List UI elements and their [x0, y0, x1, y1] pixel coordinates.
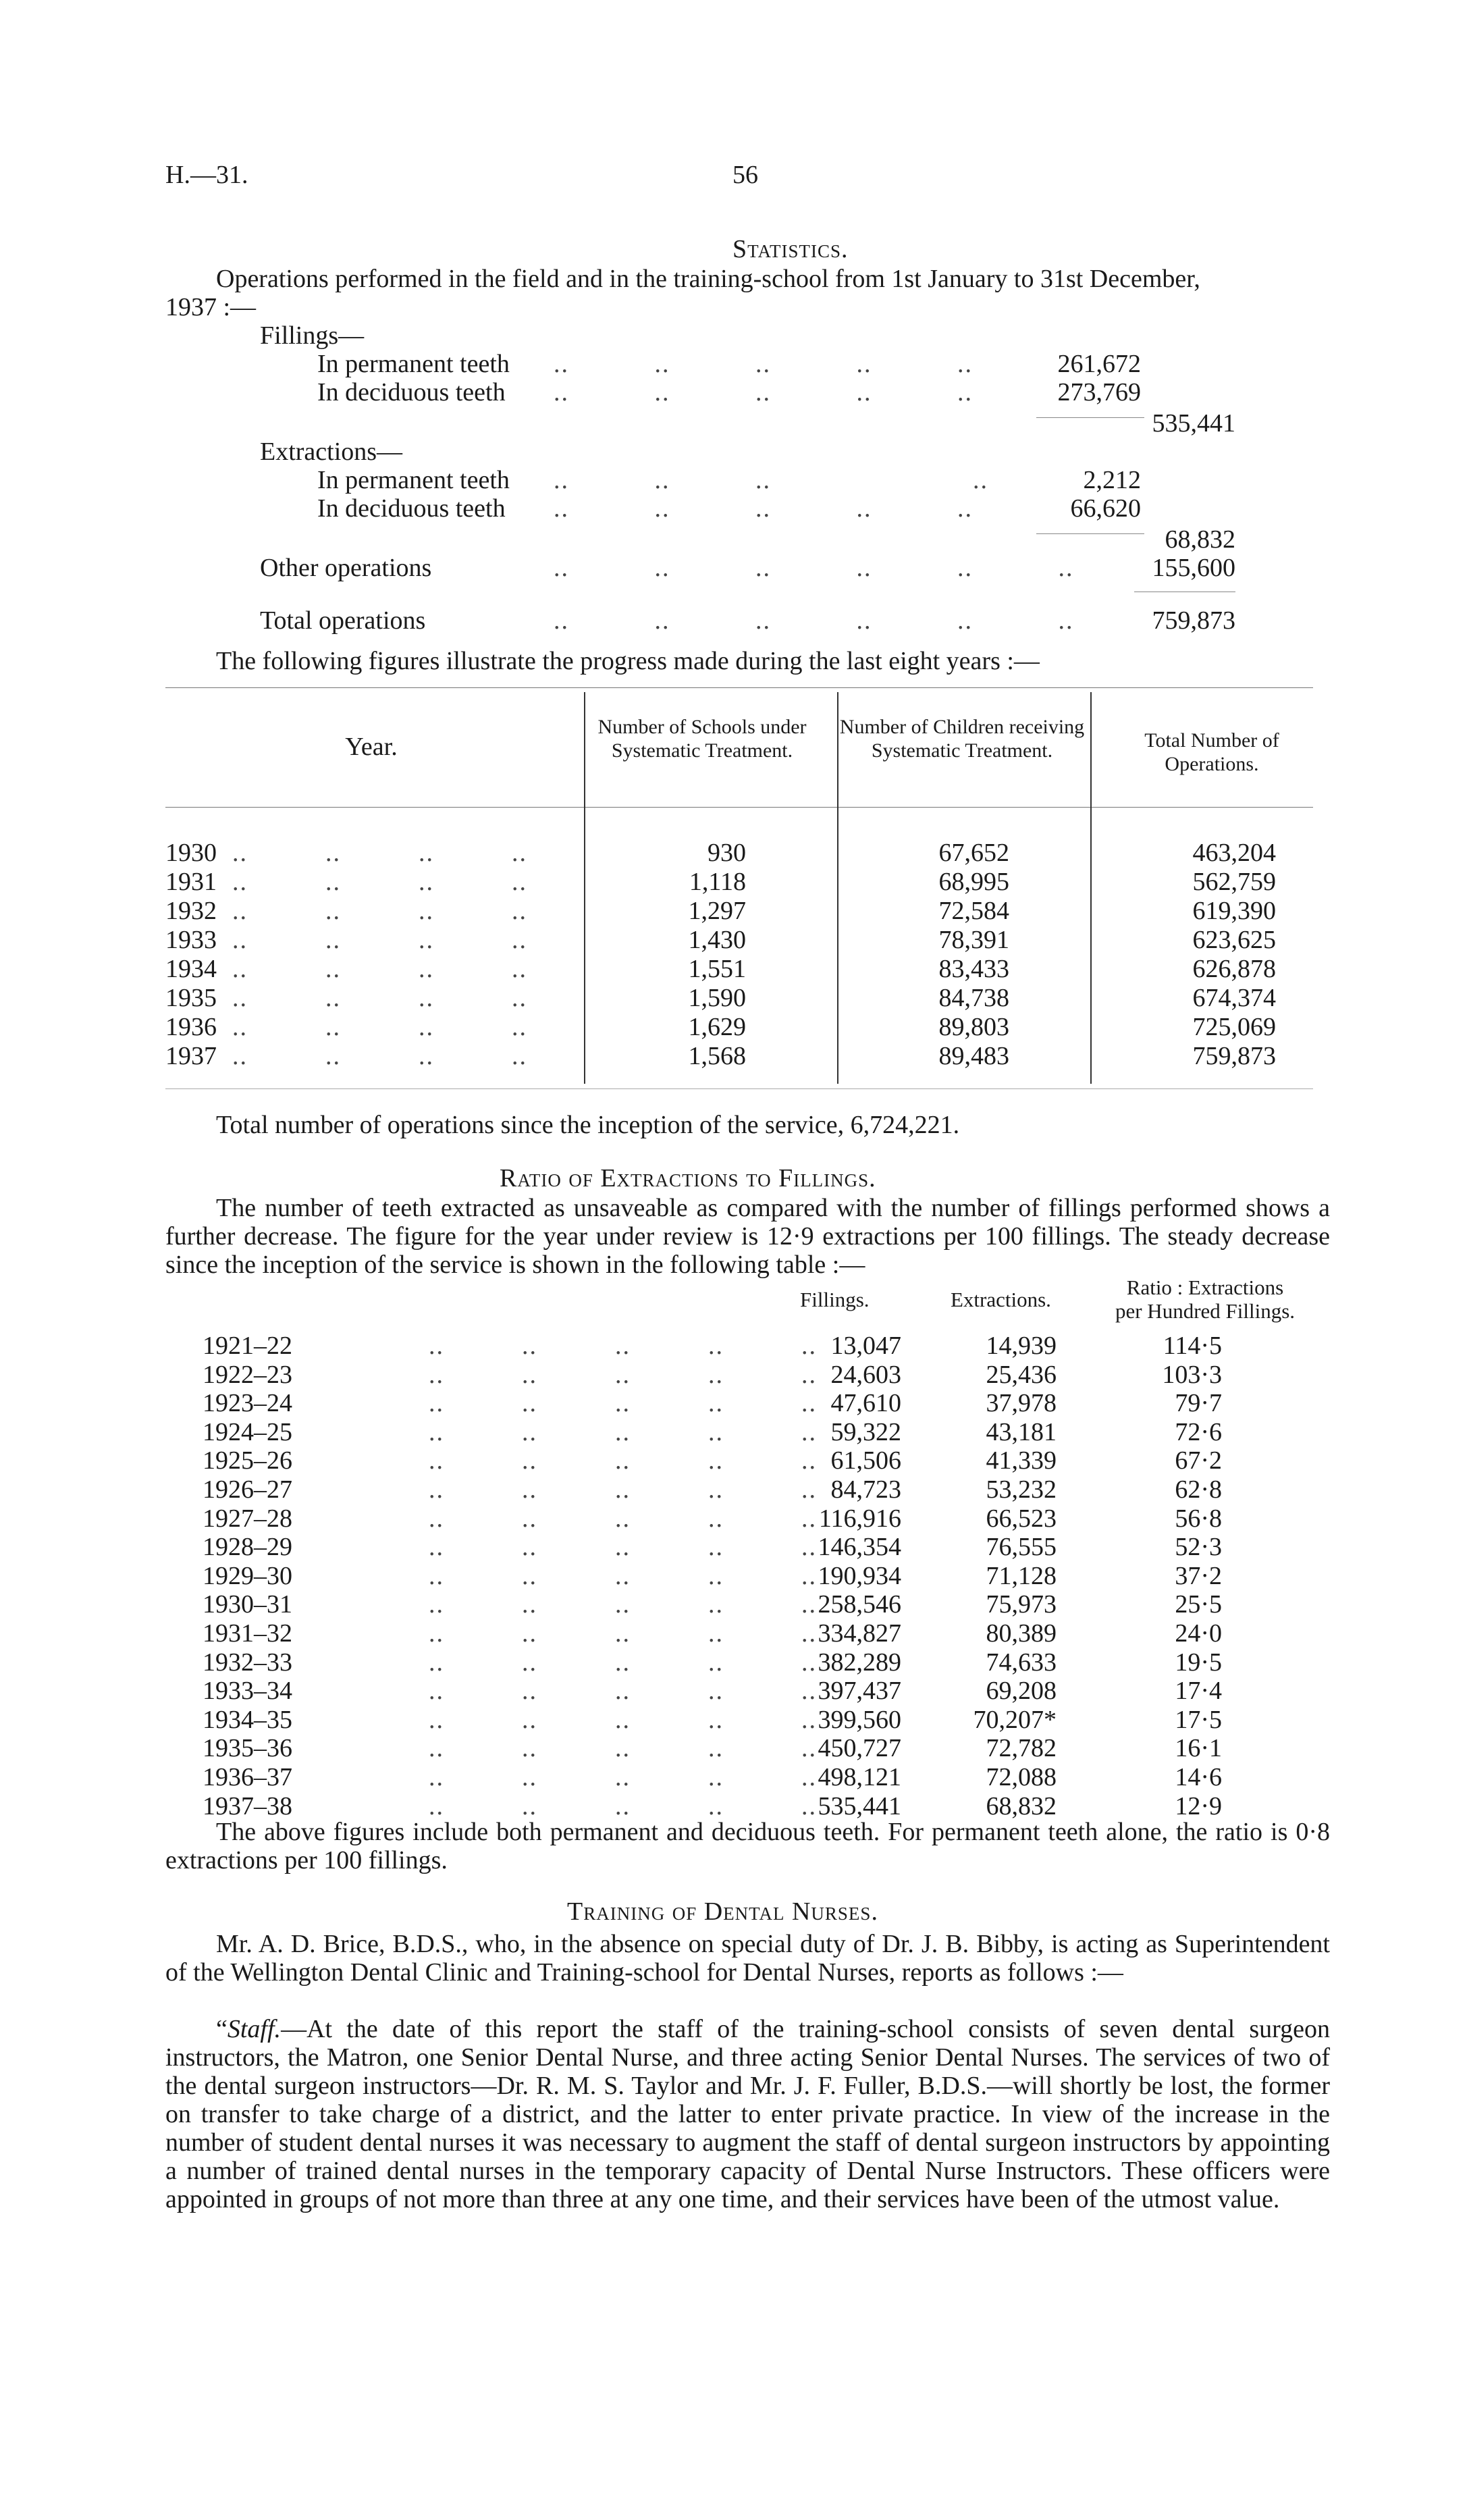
- year-cell: 1922–23: [203, 1361, 292, 1389]
- year-cell: 1934–35: [203, 1706, 292, 1734]
- leader-dots: .. .. .. ..: [554, 466, 988, 494]
- fillings-cell: 61,506: [830, 1446, 901, 1475]
- extractions-cell: 72,088: [986, 1763, 1057, 1791]
- table-row: [165, 868, 527, 897]
- fillings-deciduous-value: 273,769: [1057, 378, 1141, 406]
- year-cell: 1923–24: [203, 1389, 292, 1417]
- fillings-cell: 190,934: [818, 1562, 901, 1590]
- ratio-cell: 17·5: [1175, 1706, 1222, 1734]
- year-cell: 1937–38: [203, 1792, 292, 1820]
- ratio-header-line: per Hundred Fillings.: [1115, 1298, 1296, 1323]
- leader-dots: .. .. .. .. ..: [554, 350, 973, 378]
- table-header-rule: [165, 807, 1313, 808]
- ratio-cell: 12·9: [1175, 1792, 1222, 1820]
- year-cell: 1926–27: [203, 1475, 292, 1504]
- extractions-label: Extractions—: [260, 438, 403, 466]
- ratio-cell: 79·7: [1175, 1389, 1222, 1417]
- column-divider: [837, 692, 838, 1084]
- leader-dots: .. .. .. .. ..: [429, 1446, 817, 1475]
- extractions-cell: 14,939: [986, 1332, 1057, 1360]
- col-header-year: Year.: [345, 733, 398, 761]
- total-operations-label: Total operations: [260, 606, 426, 635]
- schools-cell: 1,590: [688, 984, 746, 1012]
- year-cell: 1931–32: [203, 1619, 292, 1648]
- fillings-label: Fillings—: [260, 321, 365, 350]
- table-top-rule: [165, 687, 1313, 688]
- fillings-cell: 84,723: [830, 1475, 901, 1504]
- year-cell: 1928–29: [203, 1533, 292, 1561]
- ratio-cell: 114·5: [1163, 1332, 1222, 1360]
- leader-dots: .. .. .. ..: [217, 926, 527, 954]
- leader-dots: .. .. .. .. ..: [429, 1734, 817, 1762]
- other-operations-label: Other operations: [260, 554, 432, 582]
- leader-dots: .. .. .. ..: [217, 868, 527, 896]
- extractions-cell: 70,207*: [973, 1706, 1057, 1734]
- year-cell: 1930–31: [203, 1590, 292, 1619]
- statistics-intro: Operations performed in the field and in the training-school from 1st January to 31st December,: [216, 265, 1200, 293]
- leader-dots: .. .. .. .. ..: [429, 1475, 817, 1504]
- leader-dots: .. .. .. .. .. ..: [554, 606, 1074, 635]
- fillings-cell: 47,610: [830, 1389, 901, 1417]
- year-cell: 1933: [165, 926, 217, 954]
- fillings-cell: 382,289: [818, 1648, 901, 1677]
- year-cell: 1936–37: [203, 1763, 292, 1791]
- year-cell: 1927–28: [203, 1504, 292, 1533]
- staff-text: —At the date of this report the staff of the training-school consists of seven dental surgeon instructors, the Matron, one Senior Dental Nurse, and three acting Senior Dental Nurses. The services of two of the dental surgeon instructors—Dr. R. M. S. Taylor and Mr. J. F. Fuller, B.D.S.—will shortly be lost, the former on transfer to take charge of a district, and the latter to enter private practice. In view of the increase in the number of student dental nurses it was necessary to augment the staff of dental surgeon instructors by appointing a number of trained dental nurses in the temporary capacity of Dental Nurse Instructors. These officers were appointed in groups of not more than three at any one time, and their services have been of the utmost value.: [165, 2015, 1330, 2213]
- ratio-cell: 37·2: [1175, 1562, 1222, 1590]
- extractions-cell: 41,339: [986, 1446, 1057, 1475]
- children-cell: 84,738: [938, 984, 1009, 1012]
- year-cell: 1931: [165, 868, 217, 896]
- leader-dots: .. .. .. .. ..: [429, 1590, 817, 1619]
- fillings-cell: 24,603: [830, 1361, 901, 1389]
- extractions-cell: 69,208: [986, 1677, 1057, 1705]
- schools-cell: 930: [708, 839, 746, 867]
- operations-cell: 562,759: [1192, 868, 1276, 896]
- year-cell: 1935–36: [203, 1734, 292, 1762]
- fillings-cell: 399,560: [818, 1706, 901, 1734]
- leader-dots: .. .. .. .. ..: [429, 1677, 817, 1705]
- extractions-cell: 76,555: [986, 1533, 1057, 1561]
- extractions-permanent-label: In permanent teeth: [317, 466, 510, 494]
- year-cell: 1921–22: [203, 1332, 292, 1360]
- total-since-inception: Total number of operations since the inception of the service, 6,724,221.: [216, 1111, 960, 1139]
- extractions-deciduous-value: 66,620: [1070, 494, 1141, 523]
- ratio-cell: 52·3: [1175, 1533, 1222, 1561]
- extractions-cell: 72,782: [986, 1734, 1057, 1762]
- ratio-cell: 25·5: [1175, 1590, 1222, 1619]
- statistics-title: Statistics.: [732, 235, 849, 263]
- extractions-cell: 68,832: [986, 1792, 1057, 1820]
- extractions-permanent-value: 2,212: [1083, 466, 1141, 494]
- page-number: 56: [732, 161, 758, 189]
- children-cell: 72,584: [938, 897, 1009, 925]
- schools-cell: 1,297: [688, 897, 746, 925]
- table-bottom-rule: [165, 1088, 1313, 1089]
- total-operations-value: 759,873: [1152, 606, 1235, 635]
- col-header-children: Number of Children receiving Systematic Treatment.: [839, 716, 1085, 762]
- leader-dots: .. .. .. .. ..: [429, 1533, 817, 1561]
- staff-label: Staff.: [227, 2015, 282, 2043]
- training-paragraph-2: [165, 2015, 1330, 2213]
- table-row: [165, 984, 527, 1013]
- col-header-operations: Total Number of Operations.: [1144, 729, 1279, 775]
- ratio-cell: 56·8: [1175, 1504, 1222, 1533]
- schools-cell: 1,430: [688, 926, 746, 954]
- table-row: [165, 1042, 527, 1071]
- schools-cell: 1,568: [688, 1042, 746, 1070]
- extractions-cell: 25,436: [986, 1361, 1057, 1389]
- leader-dots: .. .. .. ..: [217, 955, 527, 983]
- leader-dots: .. .. .. .. ..: [429, 1361, 817, 1389]
- leader-dots: .. .. .. ..: [217, 897, 527, 925]
- leader-dots: .. .. .. .. ..: [429, 1418, 817, 1446]
- leader-dots: .. .. .. .. ..: [429, 1706, 817, 1734]
- fillings-cell: 535,441: [818, 1792, 901, 1820]
- col-header-extractions: Extractions.: [951, 1288, 1051, 1311]
- ratio-cell: 17·4: [1175, 1677, 1222, 1705]
- col-header-fillings: Fillings.: [800, 1288, 870, 1311]
- fillings-cell: 59,322: [830, 1418, 901, 1446]
- leader-dots: .. .. .. .. ..: [429, 1389, 817, 1417]
- statistics-intro-year: 1937 :—: [165, 293, 257, 321]
- ratio-cell: 62·8: [1175, 1475, 1222, 1504]
- year-cell: 1937: [165, 1042, 217, 1070]
- schools-cell: 1,118: [689, 868, 746, 896]
- year-cell: 1924–25: [203, 1418, 292, 1446]
- other-operations-value: 155,600: [1152, 554, 1235, 582]
- children-cell: 67,652: [938, 839, 1009, 867]
- training-title: Training of Dental Nurses.: [567, 1897, 878, 1926]
- ratio-paragraph: The number of teeth extracted as unsaveable as compared with the number of fillings performed shows a further decrease. The figure for the year under review is 12·9 extractions per 100 fillings. The steady decrease since the inception of the service is shown in the following table :—: [165, 1194, 1330, 1279]
- fillings-cell: 146,354: [818, 1533, 901, 1561]
- col-header-schools: Number of Schools under Systematic Treatment.: [597, 716, 807, 762]
- extractions-cell: 75,973: [986, 1590, 1057, 1619]
- operations-cell: 674,374: [1192, 984, 1276, 1012]
- operations-cell: 463,204: [1192, 839, 1276, 867]
- ratio-cell: 19·5: [1175, 1648, 1222, 1677]
- extractions-cell: 66,523: [986, 1504, 1057, 1533]
- ratio-cell: 24·0: [1175, 1619, 1222, 1648]
- table-row: [165, 955, 527, 984]
- progress-intro: The following figures illustrate the progress made during the last eight years :—: [216, 647, 1040, 675]
- leader-dots: .. .. .. ..: [217, 1013, 527, 1041]
- leader-dots: .. .. .. .. ..: [429, 1562, 817, 1590]
- year-cell: 1932: [165, 897, 217, 925]
- table-row: [165, 1013, 527, 1042]
- children-cell: 89,483: [938, 1042, 1009, 1070]
- extractions-cell: 80,389: [986, 1619, 1057, 1648]
- year-cell: 1936: [165, 1013, 217, 1041]
- fillings-cell: 13,047: [830, 1332, 901, 1360]
- leader-dots: .. .. .. .. ..: [429, 1792, 817, 1820]
- schools-cell: 1,551: [688, 955, 746, 983]
- operations-cell: 623,625: [1192, 926, 1276, 954]
- children-cell: 83,433: [938, 955, 1009, 983]
- ratio-cell: 14·6: [1175, 1763, 1222, 1791]
- leader-dots: .. .. .. .. ..: [554, 378, 973, 406]
- fillings-permanent-value: 261,672: [1057, 350, 1141, 378]
- leader-dots: .. .. .. .. ..: [429, 1504, 817, 1533]
- children-cell: 78,391: [938, 926, 1009, 954]
- extractions-deciduous-label: In deciduous teeth: [317, 494, 506, 523]
- operations-cell: 626,878: [1192, 955, 1276, 983]
- fillings-deciduous-label: In deciduous teeth: [317, 378, 506, 406]
- table-row: [165, 897, 527, 926]
- open-quote: “: [216, 2015, 228, 2043]
- fillings-cell: 450,727: [818, 1734, 901, 1762]
- col-header-ratio: [1080, 1276, 1330, 1323]
- column-divider: [584, 692, 585, 1084]
- ratio-cell: 16·1: [1175, 1734, 1222, 1762]
- year-cell: 1935: [165, 984, 217, 1012]
- extractions-cell: 53,232: [986, 1475, 1057, 1504]
- column-divider: [1090, 692, 1092, 1084]
- children-cell: 89,803: [938, 1013, 1009, 1041]
- extractions-cell: 37,978: [986, 1389, 1057, 1417]
- year-cell: 1930: [165, 839, 217, 867]
- training-paragraph-1: Mr. A. D. Brice, B.D.S., who, in the absence on special duty of Dr. J. B. Bibby, is acting as Superintendent of the Wellington Dental Clinic and Training-school for Dental Nurses, reports as follows :—: [165, 1930, 1330, 1987]
- schools-cell: 1,629: [688, 1013, 746, 1041]
- operations-cell: 619,390: [1192, 897, 1276, 925]
- extractions-cell: 71,128: [986, 1562, 1057, 1590]
- operations-cell: 725,069: [1192, 1013, 1276, 1041]
- extractions-cell: 74,633: [986, 1648, 1057, 1677]
- leader-dots: .. .. .. ..: [217, 839, 527, 867]
- leader-dots: .. .. .. .. ..: [429, 1648, 817, 1677]
- children-cell: 68,995: [938, 868, 1009, 896]
- extractions-cell: 43,181: [986, 1418, 1057, 1446]
- fillings-cell: 116,916: [818, 1504, 901, 1533]
- leader-dots: .. .. .. .. ..: [554, 494, 973, 523]
- year-cell: 1929–30: [203, 1562, 292, 1590]
- year-cell: 1932–33: [203, 1648, 292, 1677]
- fillings-cell: 334,827: [818, 1619, 901, 1648]
- ratio-note: The above figures include both permanent and deciduous teeth. For permanent teeth alone, the ratio is 0·8 extractions per 100 fillings.: [165, 1818, 1330, 1874]
- fillings-permanent-label: In permanent teeth: [317, 350, 510, 378]
- fillings-total: 535,441: [1152, 409, 1235, 438]
- year-cell: 1925–26: [203, 1446, 292, 1475]
- fillings-cell: 498,121: [818, 1763, 901, 1791]
- ratio-cell: 103·3: [1162, 1361, 1222, 1389]
- leader-dots: .. .. .. .. ..: [429, 1619, 817, 1648]
- fillings-cell: 397,437: [818, 1677, 901, 1705]
- document-reference: H.—31.: [165, 161, 248, 189]
- leader-dots: .. .. .. ..: [217, 984, 527, 1012]
- leader-dots: .. .. .. .. .. ..: [554, 554, 1074, 582]
- year-cell: 1933–34: [203, 1677, 292, 1705]
- extractions-total: 68,832: [1165, 525, 1235, 554]
- table-row: [165, 839, 527, 868]
- ratio-header-line: Ratio : Extractions: [1126, 1276, 1284, 1299]
- leader-dots: .. .. .. .. ..: [429, 1763, 817, 1791]
- operations-cell: 759,873: [1192, 1042, 1276, 1070]
- leader-dots: .. .. .. .. ..: [429, 1332, 817, 1360]
- fillings-cell: 258,546: [818, 1590, 901, 1619]
- table-row: [165, 926, 527, 955]
- ratio-title: Ratio of Extractions to Fillings.: [500, 1164, 876, 1192]
- ratio-cell: 72·6: [1175, 1418, 1222, 1446]
- year-cell: 1934: [165, 955, 217, 983]
- ratio-cell: 67·2: [1175, 1446, 1222, 1475]
- leader-dots: .. .. .. ..: [217, 1042, 527, 1070]
